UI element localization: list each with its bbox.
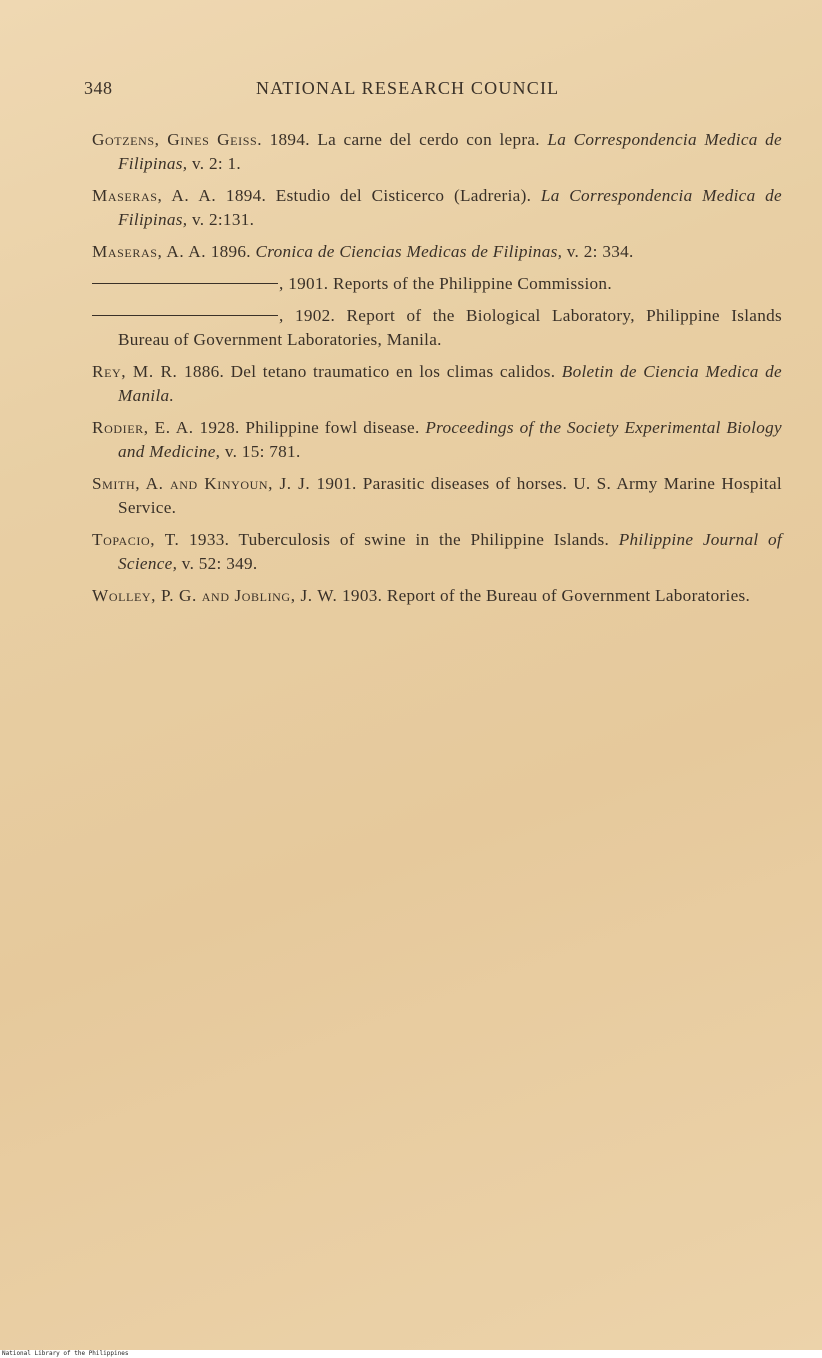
reference-entry	[92, 128, 782, 176]
reference-year: 1886.	[183, 362, 225, 381]
running-head: NATIONAL RESEARCH COUNCIL	[256, 78, 560, 98]
reference-author: Maseras, A. A.	[92, 242, 207, 261]
reference-year: 1896.	[210, 242, 251, 261]
reference-citation: v. 15: 781.	[224, 442, 301, 461]
reference-title: Reports of the Philippine Commission.	[332, 274, 612, 293]
reference-author: Wolley, P. G. and Jobling, J. W.	[92, 586, 338, 605]
reference-entry	[92, 304, 782, 352]
reference-journal: La Correspondencia Medica de Filipinas,	[118, 130, 782, 173]
reference-citation: v. 2: 334.	[566, 242, 634, 261]
reference-title: Report of the Biological Laboratory, Philippine Islands Bureau of Government Laboratories, Manila.	[118, 306, 782, 349]
reference-citation: v. 2:131.	[191, 210, 255, 229]
reference-entry	[92, 416, 782, 464]
page-number: 348	[84, 78, 113, 98]
ditto-dash	[92, 283, 278, 284]
reference-year: , 1902.	[279, 306, 336, 325]
reference-entry	[92, 272, 782, 296]
reference-year: 1903.	[342, 586, 383, 605]
reference-entry	[92, 584, 782, 608]
reference-year: 1894.	[269, 130, 310, 149]
reference-title: Parasitic diseases of horses. U. S. Army Marine Hospital Service.	[118, 474, 782, 517]
reference-author: Rey, M. R.	[92, 362, 178, 381]
reference-year: 1901.	[316, 474, 357, 493]
reference-entry	[92, 528, 782, 576]
reference-author: Smith, A. and Kinyoun, J. J.	[92, 474, 311, 493]
scan-credit: National Library of the Philippines	[0, 1350, 822, 1358]
ditto-dash	[92, 315, 278, 316]
reference-entry	[92, 360, 782, 408]
reference-title: Report of the Bureau of Government Laboratories.	[386, 586, 751, 605]
reference-author: Rodier, E. A.	[92, 418, 194, 437]
reference-journal: Proceedings of the Society Experimental Biology and Medicine,	[118, 418, 782, 461]
reference-journal: Philippine Journal of Science,	[118, 530, 782, 573]
reference-title: La carne del cerdo con lepra.	[317, 130, 540, 149]
reference-citation: v. 52: 349.	[181, 554, 258, 573]
reference-entry	[92, 240, 782, 264]
reference-entry	[92, 184, 782, 232]
reference-journal: La Correspondencia Medica de Filipinas,	[118, 186, 782, 229]
reference-title: Tuberculosis of swine in the Philippine Islands.	[238, 530, 610, 549]
reference-year: 1928.	[199, 418, 240, 437]
reference-journal: Boletin de Ciencia Medica de Manila.	[118, 362, 782, 405]
reference-list	[92, 128, 782, 616]
reference-author: Gotzens, Gines Geiss.	[92, 130, 263, 149]
reference-citation: v. 2: 1.	[191, 154, 242, 173]
reference-journal: Cronica de Ciencias Medicas de Filipinas,	[255, 242, 563, 261]
reference-year: 1933.	[189, 530, 230, 549]
page-header	[84, 78, 784, 104]
reference-year: 1894.	[225, 186, 267, 205]
reference-author: Maseras, A. A.	[92, 186, 217, 205]
reference-entry	[92, 472, 782, 520]
reference-year: , 1901.	[279, 274, 329, 293]
reference-title: Estudio del Cisticerco (Ladreria).	[275, 186, 532, 205]
reference-author: Topacio, T.	[92, 530, 180, 549]
reference-title: Del tetano traumatico en los climas calidos.	[230, 362, 556, 381]
reference-title: Philippine fowl disease.	[245, 418, 420, 437]
